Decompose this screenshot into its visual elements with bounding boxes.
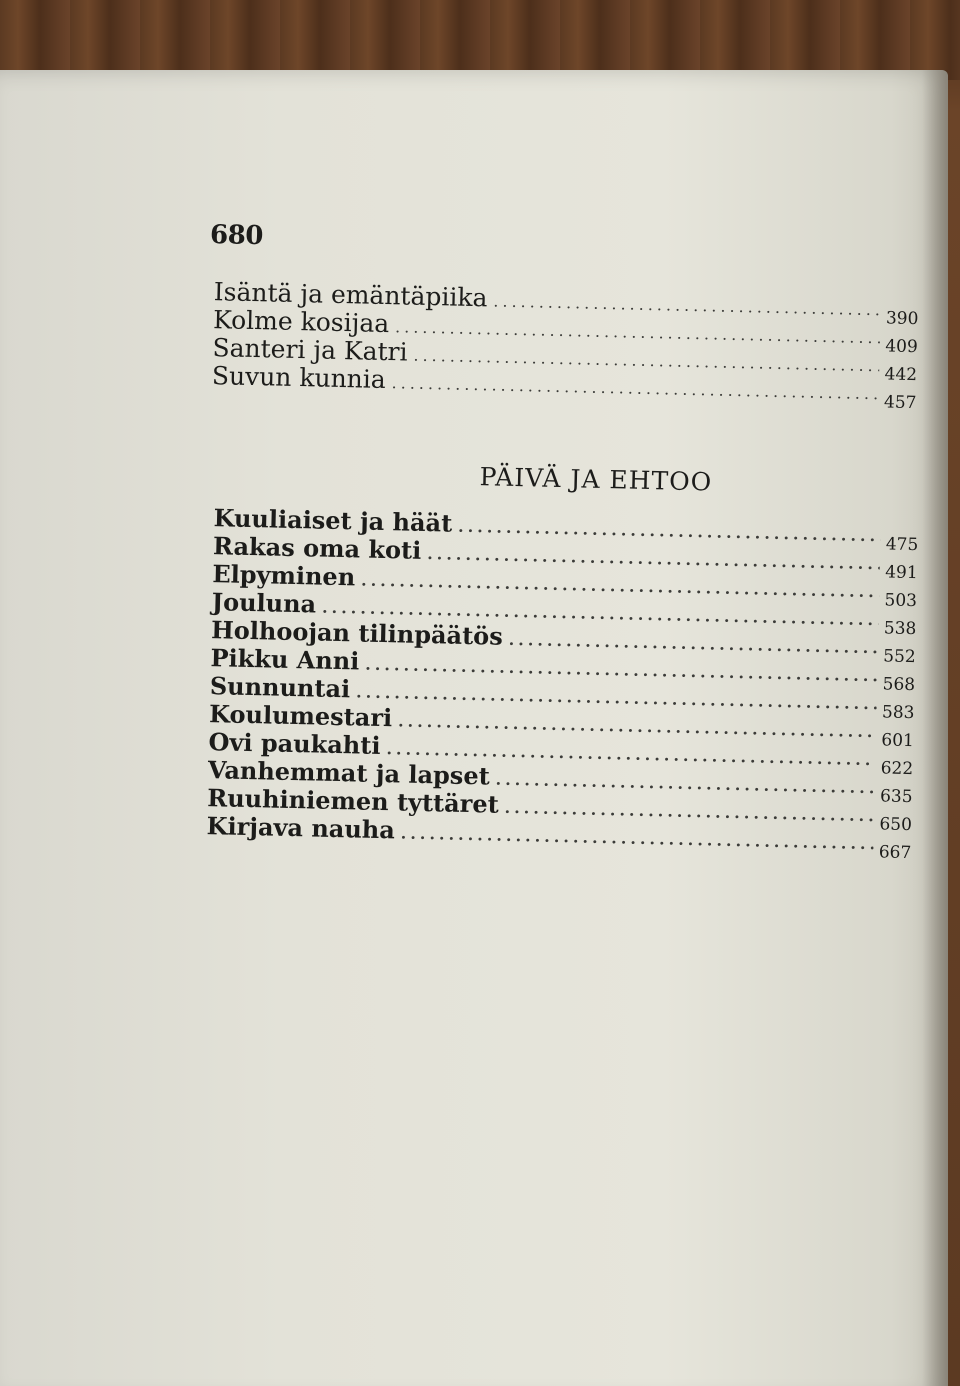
toc-entry-title: Kirjava nauha — [206, 811, 396, 845]
toc-entry-title: Kolme kosijaa — [212, 305, 390, 339]
toc-entry-page: 650 — [879, 814, 913, 836]
toc-entry-title: Jouluna — [211, 587, 317, 619]
toc-entry-page: 442 — [884, 364, 918, 386]
section-heading: PÄIVÄ JA EHTOO — [479, 462, 713, 497]
toc-entry-title: Pikku Anni — [210, 643, 360, 676]
toc-entry-title: Elpyminen — [212, 559, 356, 592]
toc-entry-page: 491 — [884, 562, 918, 584]
toc-section-2 — [206, 503, 919, 864]
toc-entry-title: Santeri ja Katri — [212, 333, 408, 367]
toc-entry-title: Suvun kunnia — [211, 361, 387, 395]
toc-entry-page: 503 — [884, 590, 918, 612]
toc-entry-page: 635 — [879, 786, 913, 808]
toc-entry-page: 475 — [885, 534, 919, 556]
page-number: 680 — [209, 220, 264, 252]
toc-entry-title: Rakas oma koti — [212, 531, 422, 565]
toc-section-1 — [211, 277, 919, 414]
toc-content — [0, 65, 952, 1386]
toc-entry-page: 538 — [883, 618, 917, 640]
toc-entry-title: Koulumestari — [208, 699, 393, 733]
toc-entry-title: Isäntä ja emäntäpiika — [213, 277, 488, 313]
toc-entry-title: Vanhemmat ja lapset — [207, 755, 491, 791]
toc-entry-title: Holhoojan tilinpäätös — [210, 615, 504, 651]
toc-entry-title: Sunnuntai — [209, 671, 351, 704]
toc-entry-title: Ovi paukahti — [208, 727, 381, 760]
toc-entry-page: 390 — [885, 308, 919, 330]
toc-entry-page: 583 — [881, 702, 915, 724]
toc-entry-page: 552 — [883, 646, 916, 668]
book-page — [0, 70, 948, 1386]
toc-entry-page: 601 — [881, 730, 915, 752]
toc-entry-page: 457 — [883, 392, 917, 414]
toc-entry-page: 409 — [885, 336, 918, 358]
toc-entry-page: 667 — [878, 842, 912, 864]
toc-entry-title: Ruuhiniemen tyttäret — [207, 783, 500, 819]
toc-entry-page: 568 — [882, 674, 916, 696]
toc-entry-page: 622 — [880, 758, 914, 780]
toc-entry-title: Kuuliaiset ja häät — [213, 503, 453, 538]
